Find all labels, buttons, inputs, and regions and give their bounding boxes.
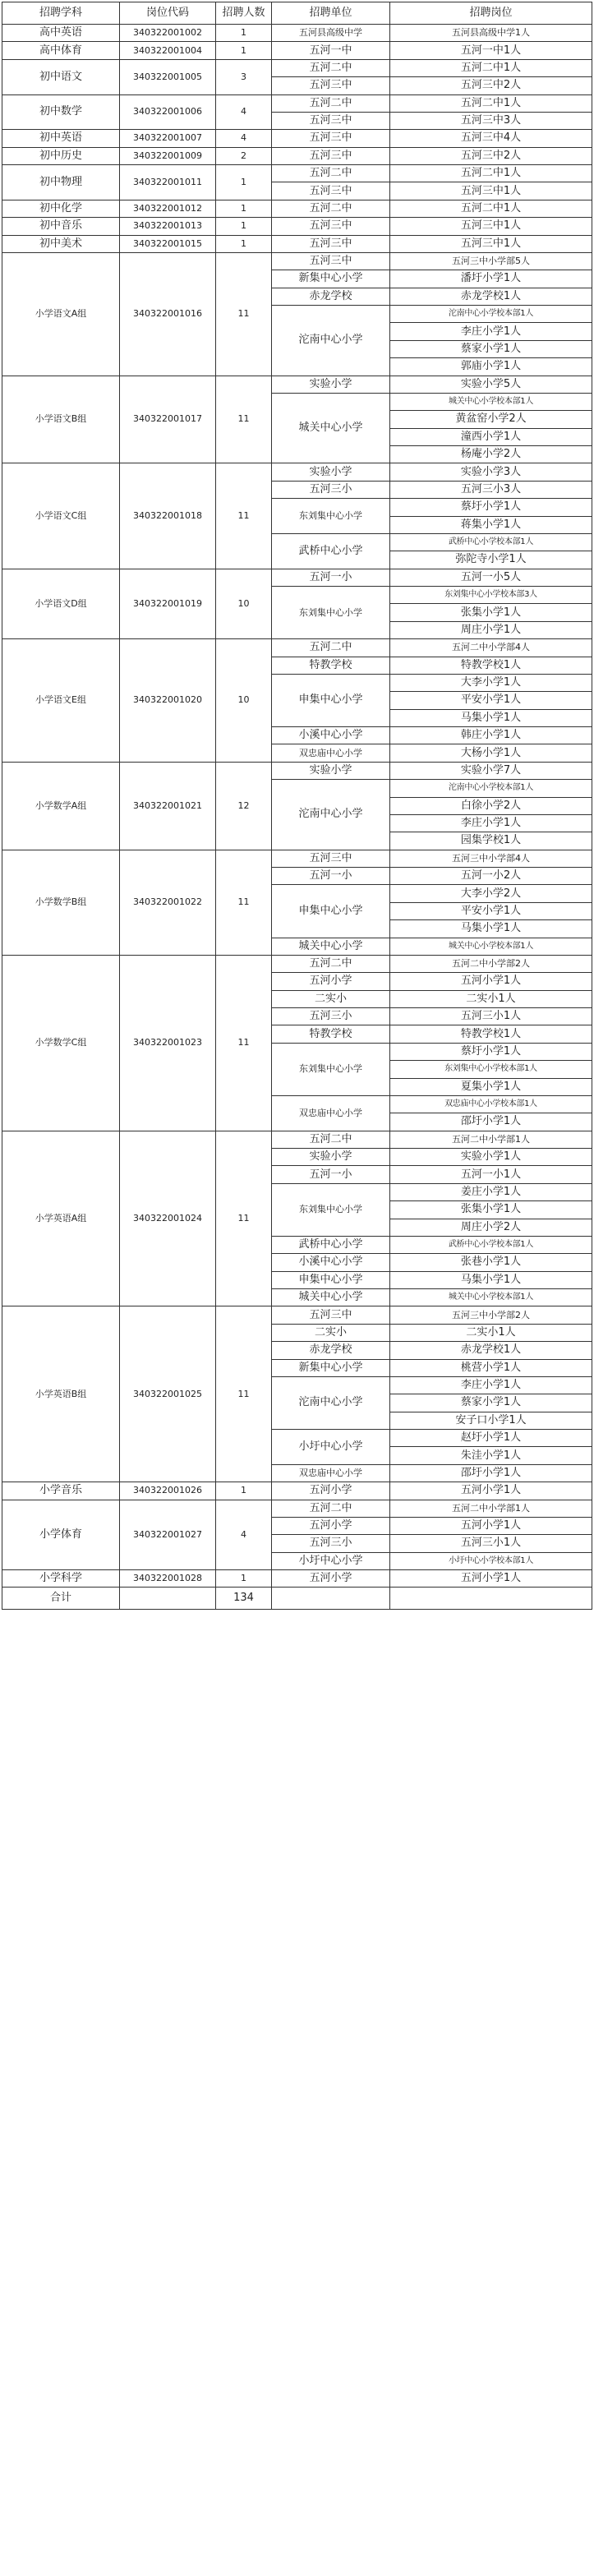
- code-cell: 340322001021: [120, 762, 216, 850]
- unit-cell: 五河三中: [272, 182, 390, 200]
- subject-cell: 初中音乐: [2, 218, 120, 235]
- post-cell: 五河小学1人: [390, 1517, 592, 1534]
- count-cell: 11: [216, 463, 272, 569]
- table-row: [2, 1131, 592, 1148]
- post-cell: 平安小学1人: [390, 692, 592, 709]
- post-cell: 赤龙学校1人: [390, 288, 592, 305]
- post-cell: 五河三中4人: [390, 130, 592, 147]
- post-cell: 蔡圩小学1人: [390, 499, 592, 516]
- post-cell: 东刘集中心小学校本部3人: [390, 587, 592, 604]
- recruitment-table-body: [2, 2, 592, 1610]
- unit-cell: 五河县高级中学: [272, 25, 390, 42]
- post-cell: 五河三小3人: [390, 481, 592, 498]
- code-cell: 340322001022: [120, 850, 216, 955]
- unit-cell: 武桥中心小学: [272, 1236, 390, 1253]
- post-cell: 蔡圩小学1人: [390, 1043, 592, 1060]
- recruitment-table: [2, 2, 592, 1610]
- post-cell: 五河一小2人: [390, 868, 592, 885]
- post-cell: 韩庄小学1人: [390, 727, 592, 744]
- subject-cell: 小学英语B组: [2, 1306, 120, 1482]
- unit-cell: 五河二中: [272, 94, 390, 112]
- subject-cell: 初中物理: [2, 165, 120, 200]
- table-row: [2, 376, 592, 393]
- unit-cell: 城关中心小学: [272, 938, 390, 955]
- subject-cell: 高中体育: [2, 42, 120, 59]
- code-cell: 340322001027: [120, 1500, 216, 1570]
- subject-cell: 初中英语: [2, 130, 120, 147]
- count-cell: 12: [216, 762, 272, 850]
- total-unit-empty: [272, 1588, 390, 1610]
- unit-cell: 五河三中: [272, 235, 390, 252]
- post-cell: 五河三中2人: [390, 77, 592, 94]
- post-cell: 赤龙学校1人: [390, 1342, 592, 1359]
- count-cell: 10: [216, 639, 272, 763]
- count-cell: 11: [216, 252, 272, 376]
- post-cell: 周庄小学1人: [390, 621, 592, 638]
- table-row: [2, 1500, 592, 1517]
- count-cell: 1: [216, 1570, 272, 1588]
- unit-cell: 东刘集中心小学: [272, 1043, 390, 1095]
- count-cell: 1: [216, 235, 272, 252]
- unit-cell: 小溪中心小学: [272, 1254, 390, 1271]
- code-cell: 340322001004: [120, 42, 216, 59]
- unit-cell: 实验小学: [272, 1149, 390, 1166]
- post-cell: 五河二中1人: [390, 200, 592, 217]
- unit-cell: 五河三中: [272, 112, 390, 129]
- unit-cell: 五河三小: [272, 1008, 390, 1025]
- unit-cell: 五河三中: [272, 130, 390, 147]
- subject-cell: 小学语文E组: [2, 639, 120, 763]
- table-row: [2, 762, 592, 779]
- post-cell: 五河三中3人: [390, 112, 592, 129]
- post-cell: 杨庵小学2人: [390, 446, 592, 463]
- count-cell: 11: [216, 376, 272, 463]
- table-row: [2, 165, 592, 182]
- post-cell: 邵圩小学1人: [390, 1113, 592, 1131]
- count-cell: 1: [216, 42, 272, 59]
- post-cell: 特教学校1人: [390, 1025, 592, 1043]
- header-unit: 招聘单位: [272, 2, 390, 25]
- unit-cell: 城关中心小学: [272, 1289, 390, 1306]
- header-code: 岗位代码: [120, 2, 216, 25]
- subject-cell: 小学体育: [2, 1500, 120, 1570]
- total-label: 合计: [2, 1588, 120, 1610]
- code-cell: 340322001011: [120, 165, 216, 200]
- post-cell: 武桥中心小学校本部1人: [390, 1236, 592, 1253]
- post-cell: 五河一小5人: [390, 569, 592, 586]
- post-cell: 小圩中心小学校本部1人: [390, 1552, 592, 1569]
- post-cell: 五河二中小学部1人: [390, 1131, 592, 1148]
- unit-cell: 五河三中: [272, 252, 390, 270]
- table-row: [2, 235, 592, 252]
- post-cell: 白徐小学2人: [390, 797, 592, 814]
- table-row: [2, 1306, 592, 1324]
- table-row: [2, 1482, 592, 1500]
- unit-cell: 五河二中: [272, 1500, 390, 1517]
- subject-cell: 小学语文A组: [2, 252, 120, 376]
- unit-cell: 五河三中: [272, 77, 390, 94]
- unit-cell: 申集中心小学: [272, 674, 390, 726]
- post-cell: 弥陀寺小学1人: [390, 551, 592, 569]
- header-row: [2, 2, 592, 25]
- subject-cell: 小学数学C组: [2, 955, 120, 1131]
- code-cell: 340322001020: [120, 639, 216, 763]
- subject-cell: 初中美术: [2, 235, 120, 252]
- post-cell: 实验小学7人: [390, 762, 592, 779]
- post-cell: 郭庙小学1人: [390, 358, 592, 376]
- header-post: 招聘岗位: [390, 2, 592, 25]
- subject-cell: 高中英语: [2, 25, 120, 42]
- post-cell: 邵圩小学1人: [390, 1464, 592, 1482]
- total-code-empty: [120, 1588, 216, 1610]
- unit-cell: 五河一小: [272, 868, 390, 885]
- post-cell: 大李小学2人: [390, 885, 592, 902]
- post-cell: 平安小学1人: [390, 902, 592, 919]
- unit-cell: 小溪中心小学: [272, 727, 390, 744]
- unit-cell: 实验小学: [272, 463, 390, 481]
- unit-cell: 五河二中: [272, 200, 390, 217]
- count-cell: 4: [216, 1500, 272, 1570]
- table-row: [2, 569, 592, 586]
- count-cell: 11: [216, 1131, 272, 1306]
- table-row: [2, 94, 592, 112]
- unit-cell: 五河小学: [272, 973, 390, 990]
- post-cell: 五河一小1人: [390, 1166, 592, 1183]
- code-cell: 340322001016: [120, 252, 216, 376]
- unit-cell: 双忠庙中心小学: [272, 1095, 390, 1131]
- table-row: [2, 130, 592, 147]
- subject-cell: 初中历史: [2, 147, 120, 164]
- post-cell: 张集小学1人: [390, 604, 592, 621]
- code-cell: 340322001019: [120, 569, 216, 639]
- count-cell: 1: [216, 218, 272, 235]
- post-cell: 五河二中小学部4人: [390, 639, 592, 657]
- post-cell: 黄盆窑小学2人: [390, 411, 592, 428]
- unit-cell: 五河小学: [272, 1482, 390, 1500]
- code-cell: 340322001012: [120, 200, 216, 217]
- post-cell: 五河二中1人: [390, 94, 592, 112]
- unit-cell: 五河一小: [272, 569, 390, 586]
- count-cell: 2: [216, 147, 272, 164]
- code-cell: 340322001025: [120, 1306, 216, 1482]
- count-cell: 1: [216, 25, 272, 42]
- post-cell: 安子口小学1人: [390, 1412, 592, 1429]
- subject-cell: 初中数学: [2, 94, 120, 130]
- post-cell: 大杨小学1人: [390, 744, 592, 762]
- subject-cell: 小学数学B组: [2, 850, 120, 955]
- post-cell: 潼西小学1人: [390, 428, 592, 445]
- post-cell: 五河一中1人: [390, 42, 592, 59]
- post-cell: 城关中心小学校本部1人: [390, 1289, 592, 1306]
- total-row: [2, 1588, 592, 1610]
- post-cell: 五河二中小学部2人: [390, 955, 592, 972]
- code-cell: 340322001028: [120, 1570, 216, 1588]
- post-cell: 蔡家小学1人: [390, 1394, 592, 1412]
- post-cell: 马集小学1人: [390, 709, 592, 726]
- subject-cell: 初中语文: [2, 59, 120, 94]
- post-cell: 沱南中心小学校本部1人: [390, 780, 592, 797]
- post-cell: 二实小1人: [390, 1324, 592, 1341]
- unit-cell: 五河三中: [272, 218, 390, 235]
- post-cell: 马集小学1人: [390, 920, 592, 938]
- table-row: [2, 42, 592, 59]
- count-cell: 11: [216, 850, 272, 955]
- unit-cell: 五河三中: [272, 147, 390, 164]
- post-cell: 实验小学1人: [390, 1149, 592, 1166]
- unit-cell: 五河二中: [272, 59, 390, 76]
- table-row: [2, 147, 592, 164]
- post-cell: 夏集小学1人: [390, 1078, 592, 1095]
- unit-cell: 五河三小: [272, 1535, 390, 1552]
- unit-cell: 申集中心小学: [272, 1271, 390, 1288]
- unit-cell: 五河二中: [272, 1131, 390, 1148]
- unit-cell: 申集中心小学: [272, 885, 390, 938]
- post-cell: 五河二中1人: [390, 165, 592, 182]
- post-cell: 五河三小1人: [390, 1008, 592, 1025]
- post-cell: 城关中心小学校本部1人: [390, 938, 592, 955]
- post-cell: 李庄小学1人: [390, 814, 592, 832]
- unit-cell: 五河三中: [272, 1306, 390, 1324]
- count-cell: 4: [216, 94, 272, 130]
- code-cell: 340322001015: [120, 235, 216, 252]
- unit-cell: 东刘集中心小学: [272, 1183, 390, 1236]
- count-cell: 1: [216, 1482, 272, 1500]
- post-cell: 五河小学1人: [390, 973, 592, 990]
- table-row: [2, 1570, 592, 1588]
- subject-cell: 小学语文B组: [2, 376, 120, 463]
- unit-cell: 五河小学: [272, 1570, 390, 1588]
- unit-cell: 双忠庙中心小学: [272, 744, 390, 762]
- unit-cell: 双忠庙中心小学: [272, 1464, 390, 1482]
- post-cell: 五河三中1人: [390, 218, 592, 235]
- header-subject: 招聘学科: [2, 2, 120, 25]
- post-cell: 蒋集小学1人: [390, 516, 592, 533]
- header-count: 招聘人数: [216, 2, 272, 25]
- total-count: 134: [216, 1588, 272, 1610]
- unit-cell: 二实小: [272, 1324, 390, 1341]
- count-cell: 1: [216, 200, 272, 217]
- count-cell: 1: [216, 165, 272, 200]
- count-cell: 4: [216, 130, 272, 147]
- table-row: [2, 252, 592, 270]
- code-cell: 340322001018: [120, 463, 216, 569]
- unit-cell: 五河一中: [272, 42, 390, 59]
- unit-cell: 特教学校: [272, 657, 390, 674]
- unit-cell: 实验小学: [272, 762, 390, 779]
- subject-cell: 小学语文D组: [2, 569, 120, 639]
- unit-cell: 小圩中心小学: [272, 1552, 390, 1569]
- post-cell: 实验小学5人: [390, 376, 592, 393]
- post-cell: 城关中心小学校本部1人: [390, 393, 592, 410]
- unit-cell: 赤龙学校: [272, 288, 390, 305]
- table-row: [2, 850, 592, 867]
- table-row: [2, 463, 592, 481]
- table-row: [2, 955, 592, 972]
- post-cell: 双忠庙中心小学校本部1人: [390, 1095, 592, 1113]
- total-post-empty: [390, 1588, 592, 1610]
- post-cell: 李庄小学1人: [390, 323, 592, 340]
- subject-cell: 小学科学: [2, 1570, 120, 1588]
- unit-cell: 城关中心小学: [272, 393, 390, 463]
- post-cell: 五河三中小学部4人: [390, 850, 592, 867]
- post-cell: 张集小学1人: [390, 1201, 592, 1219]
- post-cell: 马集小学1人: [390, 1271, 592, 1288]
- post-cell: 赵圩小学1人: [390, 1430, 592, 1447]
- code-cell: 340322001006: [120, 94, 216, 130]
- unit-cell: 东刘集中心小学: [272, 499, 390, 534]
- table-row: [2, 639, 592, 657]
- unit-cell: 武桥中心小学: [272, 533, 390, 569]
- unit-cell: 小圩中心小学: [272, 1430, 390, 1465]
- unit-cell: 五河二中: [272, 639, 390, 657]
- count-cell: 11: [216, 1306, 272, 1482]
- unit-cell: 赤龙学校: [272, 1342, 390, 1359]
- code-cell: 340322001017: [120, 376, 216, 463]
- post-cell: 五河二中小学部1人: [390, 1500, 592, 1517]
- post-cell: 桃营小学1人: [390, 1359, 592, 1376]
- table-row: [2, 25, 592, 42]
- subject-cell: 小学音乐: [2, 1482, 120, 1500]
- post-cell: 五河二中1人: [390, 59, 592, 76]
- subject-cell: 小学语文C组: [2, 463, 120, 569]
- table-row: [2, 200, 592, 217]
- code-cell: 340322001024: [120, 1131, 216, 1306]
- unit-cell: 沱南中心小学: [272, 306, 390, 376]
- unit-cell: 实验小学: [272, 376, 390, 393]
- count-cell: 11: [216, 955, 272, 1131]
- post-cell: 五河三中小学部5人: [390, 252, 592, 270]
- unit-cell: 新集中心小学: [272, 1359, 390, 1376]
- post-cell: 五河小学1人: [390, 1482, 592, 1500]
- post-cell: 园集学校1人: [390, 832, 592, 850]
- post-cell: 五河县高级中学1人: [390, 25, 592, 42]
- post-cell: 李庄小学1人: [390, 1376, 592, 1394]
- unit-cell: 沱南中心小学: [272, 1376, 390, 1429]
- post-cell: 五河三小1人: [390, 1535, 592, 1552]
- unit-cell: 五河三中: [272, 850, 390, 867]
- code-cell: 340322001013: [120, 218, 216, 235]
- post-cell: 五河小学1人: [390, 1570, 592, 1588]
- unit-cell: 新集中心小学: [272, 270, 390, 288]
- post-cell: 东刘集中心小学校本部1人: [390, 1061, 592, 1078]
- subject-cell: 初中化学: [2, 200, 120, 217]
- post-cell: 五河三中1人: [390, 235, 592, 252]
- table-row: [2, 218, 592, 235]
- unit-cell: 沱南中心小学: [272, 780, 390, 850]
- post-cell: 潘圩小学1人: [390, 270, 592, 288]
- post-cell: 实验小学3人: [390, 463, 592, 481]
- post-cell: 周庄小学2人: [390, 1219, 592, 1236]
- unit-cell: 五河二中: [272, 955, 390, 972]
- post-cell: 二实小1人: [390, 990, 592, 1007]
- post-cell: 张巷小学1人: [390, 1254, 592, 1271]
- unit-cell: 五河一小: [272, 1166, 390, 1183]
- post-cell: 五河三中小学部2人: [390, 1306, 592, 1324]
- table-row: [2, 59, 592, 76]
- post-cell: 特教学校1人: [390, 657, 592, 674]
- post-cell: 姜庄小学1人: [390, 1183, 592, 1200]
- unit-cell: 东刘集中心小学: [272, 587, 390, 639]
- unit-cell: 五河三小: [272, 481, 390, 498]
- subject-cell: 小学英语A组: [2, 1131, 120, 1306]
- post-cell: 五河三中1人: [390, 182, 592, 200]
- post-cell: 朱洼小学1人: [390, 1447, 592, 1464]
- unit-cell: 五河二中: [272, 165, 390, 182]
- post-cell: 大李小学1人: [390, 674, 592, 691]
- code-cell: 340322001007: [120, 130, 216, 147]
- code-cell: 340322001009: [120, 147, 216, 164]
- count-cell: 3: [216, 59, 272, 94]
- code-cell: 340322001026: [120, 1482, 216, 1500]
- post-cell: 蔡家小学1人: [390, 340, 592, 357]
- code-cell: 340322001023: [120, 955, 216, 1131]
- unit-cell: 二实小: [272, 990, 390, 1007]
- post-cell: 沱南中心小学校本部1人: [390, 306, 592, 323]
- unit-cell: 五河小学: [272, 1517, 390, 1534]
- code-cell: 340322001002: [120, 25, 216, 42]
- subject-cell: 小学数学A组: [2, 762, 120, 850]
- post-cell: 五河三中2人: [390, 147, 592, 164]
- post-cell: 武桥中心小学校本部1人: [390, 533, 592, 551]
- count-cell: 10: [216, 569, 272, 639]
- unit-cell: 特教学校: [272, 1025, 390, 1043]
- code-cell: 340322001005: [120, 59, 216, 94]
